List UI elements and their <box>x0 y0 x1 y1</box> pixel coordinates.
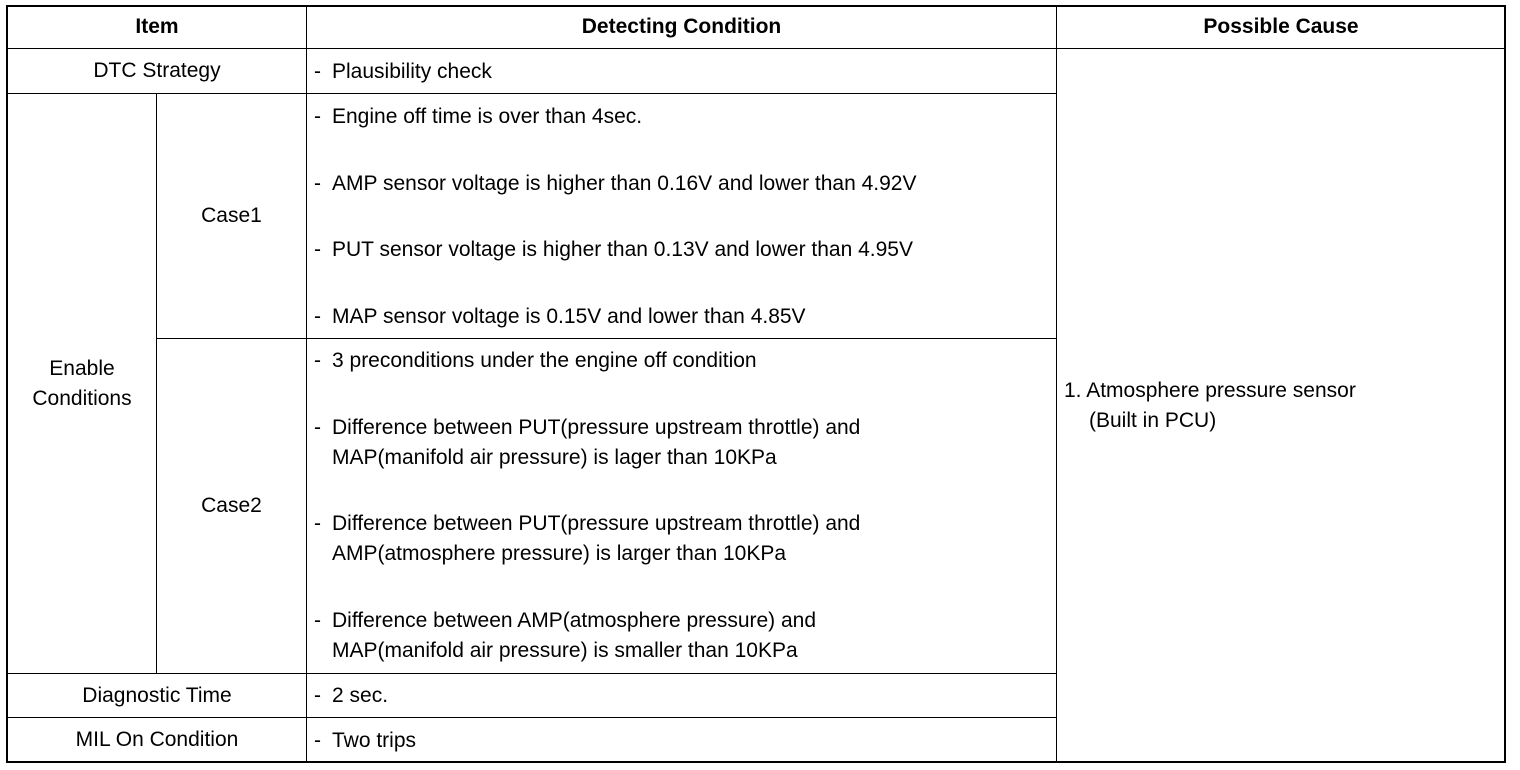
rule-col-condition <box>1056 6 1057 763</box>
case1-item <box>314 169 916 199</box>
rule-col-item <box>306 6 307 763</box>
condition-text: 3 preconditions under the engine off condition <box>332 349 757 372</box>
condition-mil-on <box>314 726 416 756</box>
condition-dtc-strategy <box>314 57 492 87</box>
bullet-dash: - <box>314 729 321 752</box>
condition-text: PUT sensor voltage is higher than 0.13V and lower than 4.95V <box>332 238 913 261</box>
condition-text <box>332 509 860 569</box>
condition-text: Plausibility check <box>332 60 492 83</box>
condition-text: MAP sensor voltage is 0.15V and lower than 4.85V <box>332 305 806 328</box>
condition-line: MAP(manifold air pressure) is lager than 10KPa <box>332 446 777 469</box>
bullet-dash: - <box>314 512 321 535</box>
condition-diagnostic-time <box>314 681 388 711</box>
possible-cause-line2: (Built in PCU) <box>1089 409 1217 432</box>
label-enable-line1: Enable <box>49 356 115 380</box>
condition-line: Difference between AMP(atmosphere pressure) and <box>332 609 817 632</box>
case1-item <box>314 302 806 332</box>
condition-line: AMP(atmosphere pressure) is larger than 10KPa <box>332 542 787 565</box>
label-dtc-strategy: DTC Strategy <box>93 59 221 82</box>
header-item: Item <box>135 15 179 38</box>
condition-text: AMP sensor voltage is higher than 0.16V and lower than 4.92V <box>332 172 917 195</box>
header-possible-cause: Possible Cause <box>1203 15 1359 38</box>
condition-text <box>332 606 816 666</box>
bullet-dash: - <box>314 238 321 261</box>
label-enable-conditions <box>8 94 156 673</box>
label-diagnostic-time: Diagnostic Time <box>82 683 232 707</box>
condition-text: Two trips <box>332 729 417 752</box>
label-enable-line2: Conditions <box>32 386 132 410</box>
bullet-dash: - <box>314 416 321 439</box>
case2-item <box>314 413 860 473</box>
condition-text <box>332 413 860 473</box>
condition-line: Difference between PUT(pressure upstream throttle) and <box>332 416 861 439</box>
condition-text: Engine off time is over than 4sec. <box>332 105 643 128</box>
case2-item <box>314 346 757 376</box>
header-detecting-condition: Detecting Condition <box>581 15 782 38</box>
possible-cause-line1: 1. Atmosphere pressure sensor <box>1064 379 1356 402</box>
case2-item <box>314 509 860 569</box>
bullet-dash: - <box>314 60 321 83</box>
label-case2: Case2 <box>201 494 262 517</box>
bullet-dash: - <box>314 609 321 632</box>
label-mil-on-condition: MIL On Condition <box>75 728 239 751</box>
possible-cause <box>1064 376 1494 438</box>
case1-item <box>314 102 642 132</box>
bullet-dash: - <box>314 349 321 372</box>
label-case1: Case1 <box>201 204 262 227</box>
case1-item <box>314 235 913 265</box>
bullet-dash: - <box>314 105 321 128</box>
condition-line: Difference between PUT(pressure upstream throttle) and <box>332 512 861 535</box>
case2-item <box>314 606 816 666</box>
condition-line: MAP(manifold air pressure) is smaller than 10KPa <box>332 639 798 662</box>
bullet-dash: - <box>314 172 321 195</box>
condition-text: 2 sec. <box>332 684 389 707</box>
bullet-dash: - <box>314 684 321 707</box>
bullet-dash: - <box>314 305 321 328</box>
